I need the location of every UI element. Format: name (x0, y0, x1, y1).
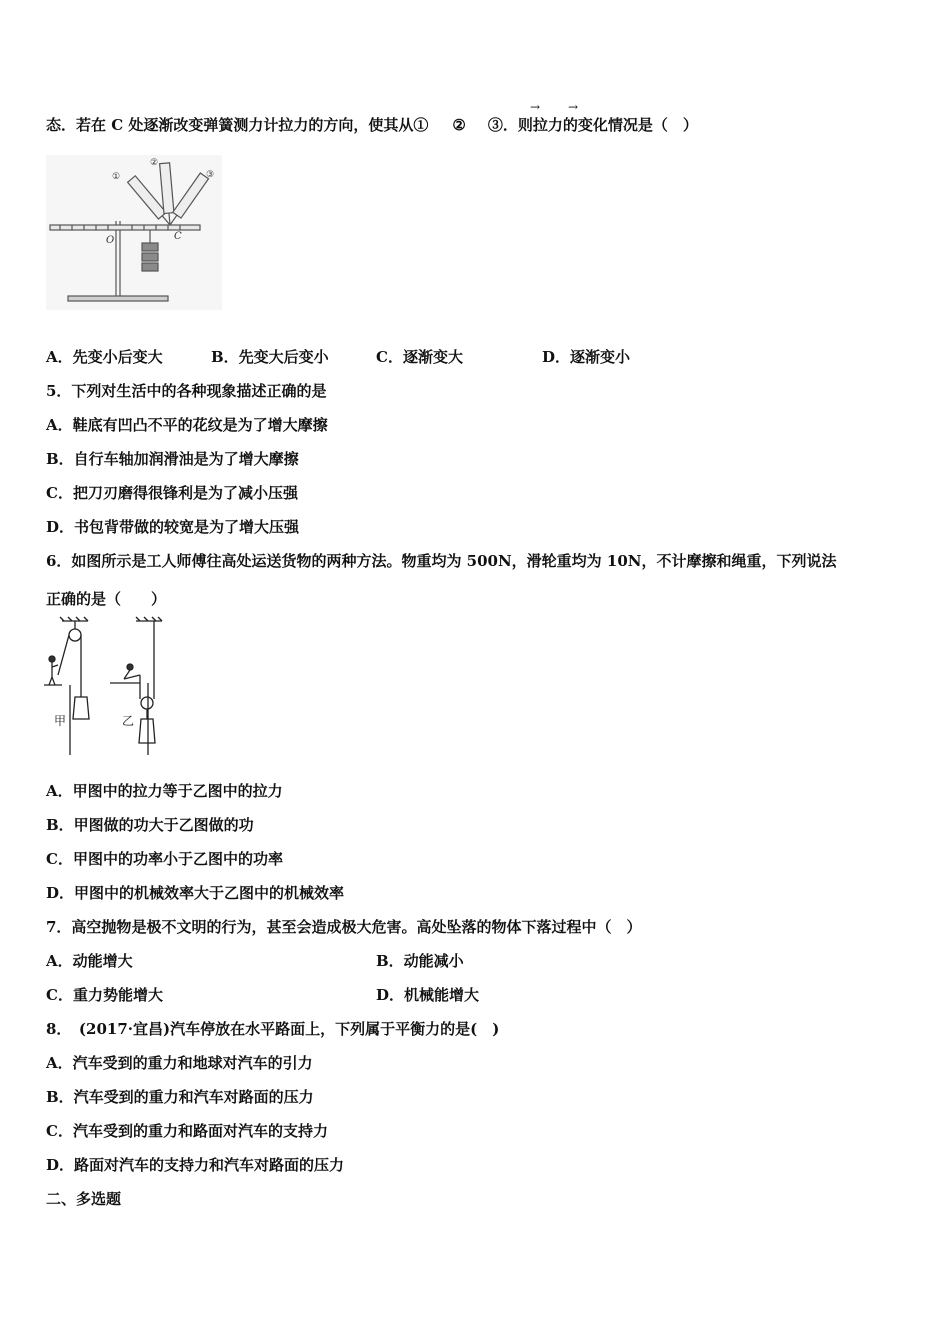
q4-option-c: C．逐渐变大 (376, 348, 463, 366)
lever-label-1: ① (112, 172, 121, 182)
lever-label-3: ③ (206, 170, 215, 180)
q6-option-b: B．甲图做的功大于乙图做的功 (46, 816, 254, 834)
q5-stem: 5．下列对生活中的各种现象描述正确的是 (46, 382, 327, 400)
q7-option-d: D．机械能增大 (376, 986, 480, 1004)
q4-stem-part1: 态．若在 C 处逐渐改变弹簧测力计拉力的方向，使其从① (46, 116, 429, 134)
q4-arrow-1: → (530, 100, 541, 114)
q6-option-a: A．甲图中的拉力等于乙图中的拉力 (46, 782, 283, 800)
section-heading: 二、多选题 (46, 1190, 122, 1208)
q4-stem (46, 114, 698, 135)
q6-stem-line2: 正确的是（ ） (46, 590, 167, 608)
pulley-figure (44, 615, 174, 755)
q7-option-c: C．重力势能增大 (46, 986, 163, 1004)
q4-circ2: ② (452, 116, 466, 134)
lever-label-2: ② (150, 158, 159, 168)
q5-option-b: B．自行车轴加润滑油是为了增大摩擦 (46, 450, 299, 468)
q7-option-b: B．动能减小 (376, 952, 464, 970)
q8-option-a: A．汽车受到的重力和地球对汽车的引力 (46, 1054, 313, 1072)
q5-option-c: C．把刀刃磨得很锋利是为了减小压强 (46, 484, 298, 502)
lever-label-c: C (174, 231, 182, 242)
q8-option-b: B．汽车受到的重力和汽车对路面的压力 (46, 1088, 314, 1106)
q8-option-c: C．汽车受到的重力和路面对汽车的支持力 (46, 1122, 328, 1140)
q6-option-c: C．甲图中的功率小于乙图中的功率 (46, 850, 283, 868)
pulley-label-jia: 甲 (54, 714, 67, 728)
q4-arrow-2: → (568, 100, 579, 114)
lever-figure (46, 155, 222, 310)
q8-stem: 8． (2017·宜昌)汽车停放在水平路面上，下列属于平衡力的是( ) (46, 1020, 500, 1038)
lever-label-o: O (106, 235, 115, 246)
q5-option-d: D．书包背带做的较宽是为了增大压强 (46, 518, 300, 536)
q4-option-b: B．先变大后变小 (211, 348, 329, 366)
q6-stem-line1: 6．如图所示是工人师傅往高处运送货物的两种方法。物重均为 500N，滑轮重均为 10N，不计摩擦和绳重，下列说法 (46, 552, 837, 570)
q5-option-a: A．鞋底有凹凸不平的花纹是为了增大摩擦 (46, 416, 328, 434)
q6-option-d: D．甲图中的机械效率大于乙图中的机械效率 (46, 884, 345, 902)
pulley-label-yi: 乙 (122, 714, 135, 728)
q7-option-a: A．动能增大 (46, 952, 133, 970)
q4-stem-part2: ③．则拉力的变化情况是（ ） (487, 116, 698, 134)
q4-option-d: D．逐渐变小 (542, 348, 631, 366)
q8-option-d: D．路面对汽车的支持力和汽车对路面的压力 (46, 1156, 345, 1174)
q4-option-a: A．先变小后变大 (46, 348, 163, 366)
q7-stem: 7．高空抛物是极不文明的行为，甚至会造成极大危害。高处坠落的物体下落过程中（ ） (46, 918, 642, 936)
